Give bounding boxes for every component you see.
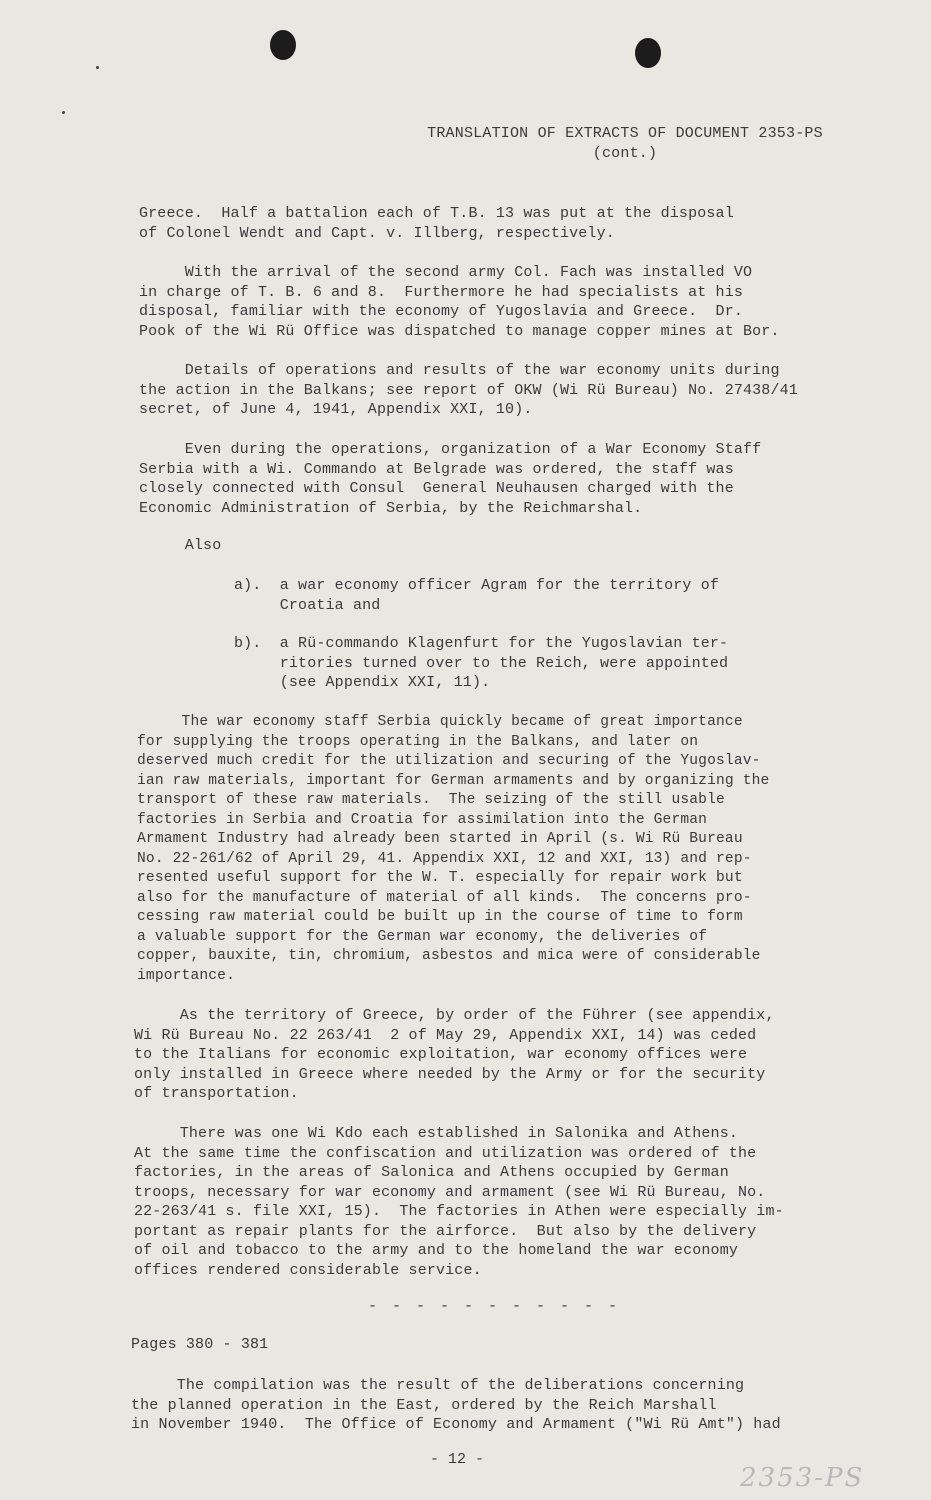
speck xyxy=(62,111,65,114)
paragraph-also: Also xyxy=(139,537,222,554)
paragraph-3: Details of operations and results of the war economy units during the action in the Balkans; see report of OKW (Wi Rü Bureau) No. 27438/41 secret, of June 4, 1941, Appendix XXI, 10). xyxy=(139,362,798,418)
section-divider: - - - - - - - - - - - xyxy=(368,1298,621,1315)
paragraph-7: There was one Wi Kdo each established in Salonika and Athens. At the same time the confiscation and utilization was ordered of the factories, in the areas of Salonica and Athens occupied by German troops, necessary for war economy and armament (see Wi Rü Bureau, No. 22-263/41 s. file XXI, 15). The factories in Athen were especially im- portant as repair plants for the airforce. But also by the delivery of oil and tobacco to the army and to the homeland the war economy offices rendered considerable service. xyxy=(134,1125,784,1279)
punch-hole-left xyxy=(270,30,296,60)
paragraph-1: Greece. Half a battalion each of T.B. 13 was put at the disposal of Colonel Wendt and Capt. v. Illberg, respectively. xyxy=(139,205,734,242)
speck xyxy=(96,66,99,69)
list-item-a: a). a war economy officer Agram for the territory of Croatia and xyxy=(234,577,720,614)
list-item-b: b). a Rü-commando Klagenfurt for the Yugoslavian ter- ritories turned over to the Reich, were appointed (see Appendix XXI, 11). xyxy=(234,635,729,691)
header-title: TRANSLATION OF EXTRACTS OF DOCUMENT 2353-PS xyxy=(427,125,823,142)
paragraph-8: The compilation was the result of the deliberations concerning the planned operation in the East, ordered by the Reich Marshall in November 1940. The Office of Economy and Armament ("Wi Rü Amt") had xyxy=(131,1377,781,1433)
pages-reference: Pages 380 - 381 xyxy=(131,1336,269,1353)
paragraph-4: Even during the operations, organization of a War Economy Staff Serbia with a Wi. Commando at Belgrade was ordered, the staff was closely connected with Consul General Neuhausen charged with the Economic Administration of Serbia, by the Reichmarshal. xyxy=(139,441,762,517)
punch-hole-right xyxy=(635,38,661,68)
paragraph-2: With the arrival of the second army Col. Fach was installed VO in charge of T. B. 6 and 8. Furthermore he had specialists at his disposal, familiar with the economy of Yugoslavia and Greece. Dr. Pook of the Wi Rü Office was dispatched to manage copper mines at Bor. xyxy=(139,264,780,340)
document-header xyxy=(405,124,845,164)
paragraph-6: As the territory of Greece, by order of the Führer (see appendix, Wi Rü Bureau No. 22 263/41 2 of May 29, Appendix XXI, 14) was ceded to the Italians for economic exploitation, war economy offices were only installed in Greece where needed by the Army or for the security of transportation. xyxy=(134,1007,775,1102)
paragraph-5: The war economy staff Serbia quickly became of great importance for supplying the troops operating in the Balkans, and later on deserved much credit for the utilization and securing of the Yugoslav- ian raw materials, important for German armaments and by organizing the transport of these raw materials. The seizing of the still usable factories in Serbia and Croatia for assimilation into the German Armament Industry had already been started in April (s. Wi Rü Bureau No. 22-261/62 of April 29, 41. Appendix XXI, 12 and XXI, 13) and rep- resented useful support for the W. T. especially for repair work but also for the manufacture of material of all kinds. The concerns pro- cessing raw material could be built up in the course of time to form a valuable support for the German war economy, the deliveries of copper, bauxite, tin, chromium, asbestos and mica were of considerable importance. xyxy=(137,714,770,984)
header-subtitle: (cont.) xyxy=(592,145,658,162)
handwritten-annotation: 2353-PS xyxy=(740,1463,865,1493)
page-number: - 12 - xyxy=(430,1451,485,1468)
